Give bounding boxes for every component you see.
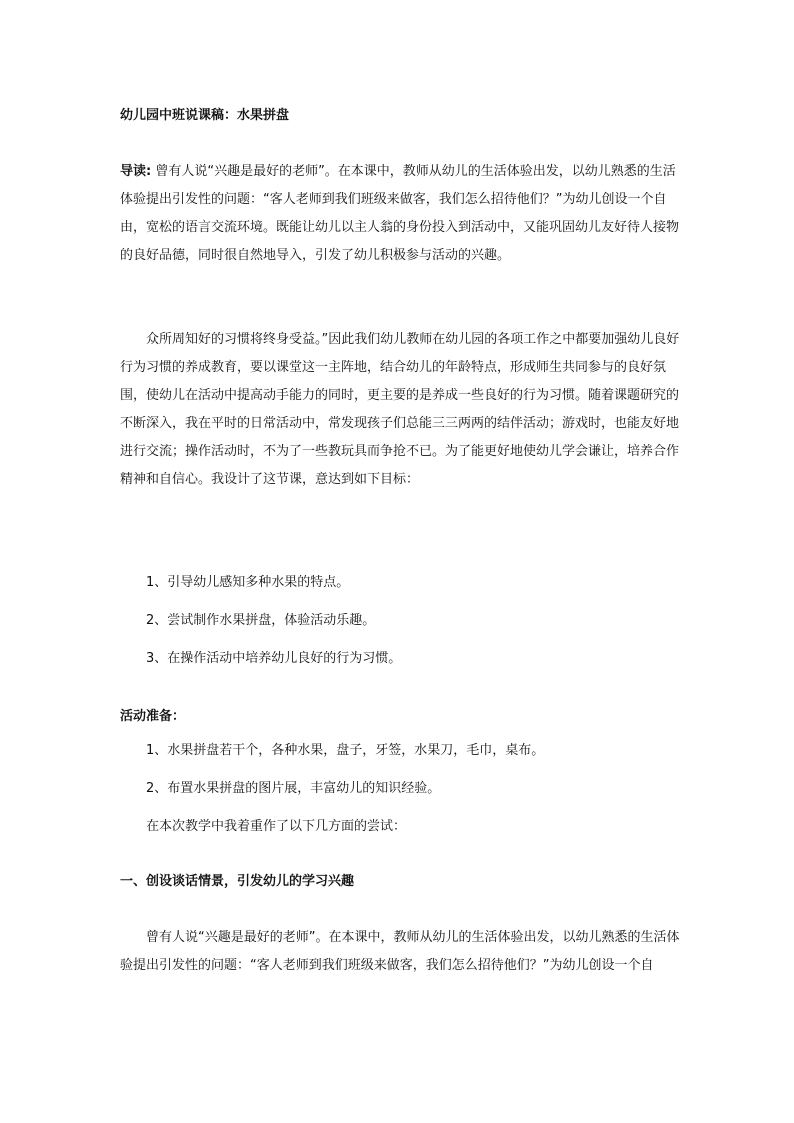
body-paragraph-1: 众所周知好的习惯将终身受益。”因此我们幼儿教师在幼儿园的各项工作之中都要加强幼儿良好行为习惯的养成教育，要以课堂这一主阵地，结合幼儿的年龄特点，形成师生共同参与的良好氛围，使幼儿在活动中提高动手能力的同时，更主要的是养成一些良好的行为习惯。随着课题研究的不断深入，我在平时的日常活动中，常发现孩子们总能三三两两的结伴活动；游戏时，也能友好地进行交流；操作活动时，不为了一些教玩具而争抢不已。为了能更好地使幼儿学会谦让，培养合作精神和自信心。我设计了这节课，意达到如下目标： <box>120 332 680 487</box>
section-heading-1: 一、创设谈话情景，引发幼儿的学习兴趣 <box>120 874 355 889</box>
prep-heading: 活动准备： <box>120 709 186 724</box>
document-title: 幼儿园中班说课稿：水果拼盘 <box>120 108 290 123</box>
lead-text: 曾有人说“兴趣是最好的老师”。在本课中，教师从幼儿的生活体验出发，以幼儿熟悉的生活体验提出引发性的问题：“客人老师到我们班级来做客，我们怎么招待他们？”为幼儿创设一个自由，宽松的语言交流环境。既能让幼儿以主人翁的身份投入到活动中，又能巩固幼儿友好待人接物的良好品德，同时很自然地导入，引发了幼儿积极参与活动的兴趣。 <box>120 164 680 263</box>
goal-item: 1、引导幼儿感知多种水果的特点。 <box>146 575 350 590</box>
goal-item: 3、在操作活动中培养幼儿良好的行为习惯。 <box>146 651 402 666</box>
prep-item: 2、布置水果拼盘的图片展，丰富幼儿的知识经验。 <box>146 781 441 796</box>
prep-item: 1、水果拼盘若干个，各种水果，盘子，牙签，水果刀，毛巾，桌布。 <box>146 743 545 758</box>
goals-list <box>146 572 666 686</box>
goal-item: 2、尝试制作水果拼盘，体验活动乐趣。 <box>146 613 376 628</box>
lead-label: 导读: <box>120 164 152 179</box>
prep-item: 在本次教学中我着重作了以下几方面的尝试： <box>146 819 407 834</box>
body-paragraph-2: 曾有人说“兴趣是最好的老师”。在本课中，教师从幼儿的生活体验出发，以幼儿熟悉的生活体验提出引发性的问题：“客人老师到我们班级来做客，我们怎么招待他们？”为幼儿创设一个自 <box>120 930 680 973</box>
lead-paragraph <box>120 158 680 270</box>
prep-list <box>146 740 666 854</box>
